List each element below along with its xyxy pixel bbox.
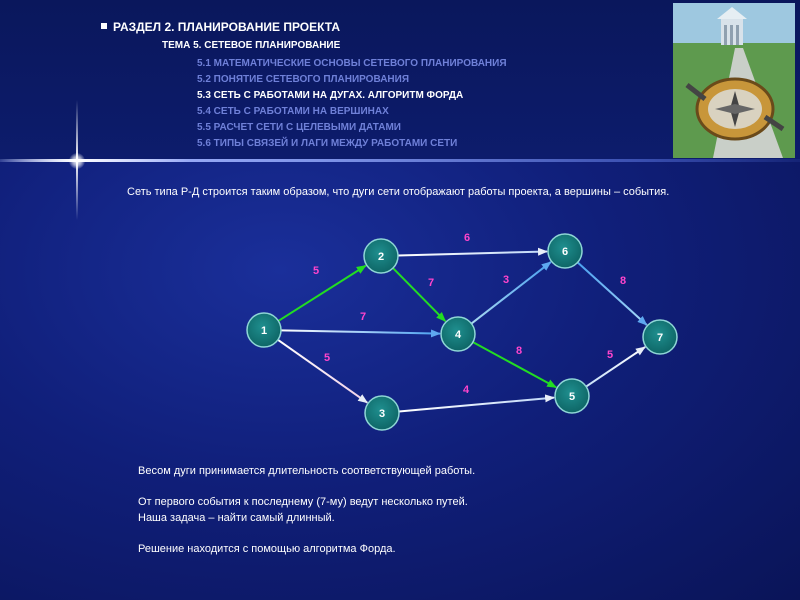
edge-1-2 <box>278 266 365 321</box>
event-node-label: 2 <box>377 251 385 263</box>
note-solution: Решение находится с помощью алгоритма Форда. <box>138 543 396 555</box>
event-node-label: 1 <box>260 325 268 337</box>
toc-item-label: 5.6 ТИПЫ СВЯЗЕЙ И ЛАГИ МЕЖДУ РАБОТАМИ СЕТИ <box>197 138 458 149</box>
edge-weight-3-5: 4 <box>462 384 470 396</box>
edge-weight-4-6: 3 <box>502 274 510 286</box>
event-node-4 <box>441 317 475 351</box>
edge-3-5 <box>399 398 554 412</box>
edge-4-6 <box>471 262 550 324</box>
event-node-7 <box>643 320 677 354</box>
section-title-text: РАЗДЕЛ 2. ПЛАНИРОВАНИЕ ПРОЕКТА <box>113 20 340 34</box>
edge-weight-5-7: 5 <box>606 349 614 361</box>
intro-text: Сеть типа Р-Д строится таким образом, что дуги сети отображают работы проекта, а вершины – события. <box>127 186 670 198</box>
event-node-2 <box>364 239 398 273</box>
note-task: Наша задача – найти самый длинный. <box>138 512 335 524</box>
edge-5-7 <box>586 347 645 387</box>
event-node-3 <box>365 396 399 430</box>
event-node-1 <box>247 313 281 347</box>
toc-item-label: 5.1 МАТЕМАТИЧЕСКИЕ ОСНОВЫ СЕТЕВОГО ПЛАНИРОВАНИЯ <box>197 58 507 69</box>
toc-item-label: 5.3 СЕТЬ С РАБОТАМИ НА ДУГАХ. АЛГОРИТМ ФОРДА <box>197 90 464 101</box>
event-node-label: 7 <box>656 332 664 344</box>
event-node-label: 3 <box>378 408 386 420</box>
event-node-label: 5 <box>568 391 576 403</box>
edge-weight-6-7: 8 <box>619 275 627 287</box>
edge-weight-1-3: 5 <box>323 352 331 364</box>
toc-item-label: 5.5 РАСЧЕТ СЕТИ С ЦЕЛЕВЫМИ ДАТАМИ <box>197 122 401 133</box>
event-node-5 <box>555 379 589 413</box>
note-weight-definition: Весом дуги принимается длительность соответствующей работы. <box>138 465 476 477</box>
edge-weight-1-2: 5 <box>312 265 320 277</box>
edge-1-4 <box>281 330 440 333</box>
event-node-6 <box>548 234 582 268</box>
edge-weight-2-6: 6 <box>463 232 471 244</box>
event-node-label: 6 <box>561 246 569 258</box>
note-spacer <box>138 479 698 494</box>
edge-weight-4-5: 8 <box>515 345 523 357</box>
topic-title: ТЕМА 5. СЕТЕВОЕ ПЛАНИРОВАНИЕ <box>162 40 341 51</box>
toc-item-label: 5.4 СЕТЬ С РАБОТАМИ НА ВЕРШИНАХ <box>197 106 389 117</box>
edge-4-5 <box>473 342 556 387</box>
edge-weight-2-4: 7 <box>427 277 435 289</box>
edge-6-7 <box>578 262 647 325</box>
notes <box>138 463 698 557</box>
edge-weight-1-4: 7 <box>359 311 367 323</box>
note-paths: От первого события к последнему (7-му) ведут несколько путей. <box>138 496 468 508</box>
toc-item-label: 5.2 ПОНЯТИЕ СЕТЕВОГО ПЛАНИРОВАНИЯ <box>197 74 410 85</box>
event-node-label: 4 <box>454 329 462 341</box>
edge-1-3 <box>278 340 367 403</box>
note-spacer <box>138 526 698 541</box>
edge-2-6 <box>398 251 547 255</box>
edge-2-4 <box>393 268 445 321</box>
